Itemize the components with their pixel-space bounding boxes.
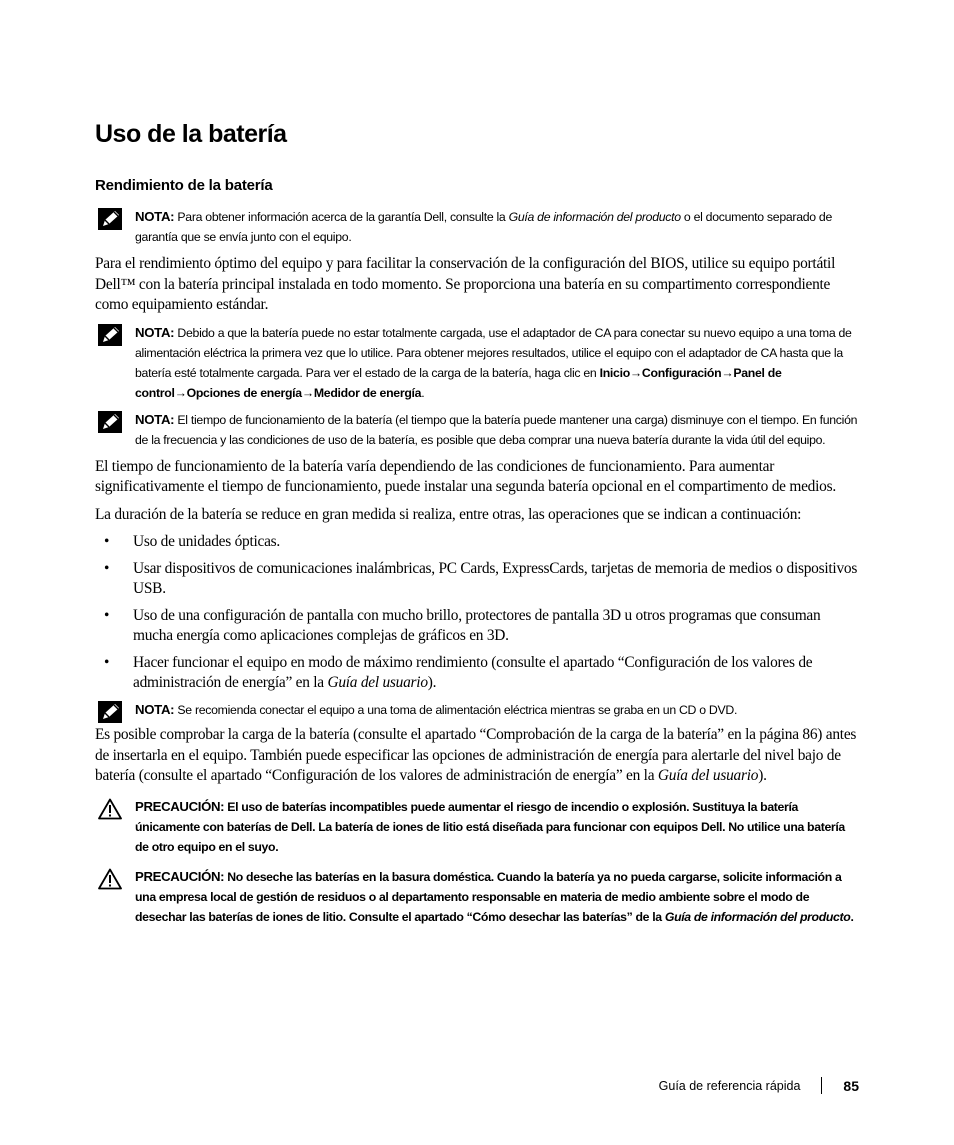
- note-pencil-icon: [98, 411, 122, 433]
- bullet: •: [104, 560, 110, 577]
- list-item-text: Usar dispositivos de comunicaciones inalámbricas, PC Cards, ExpressCards, tarjetas de memoria de medios o dispositivos USB.: [133, 560, 858, 597]
- body-paragraph: La duración de la batería se reduce en gran medida si realiza, entre otras, las operaciones que se indican a continuación:: [95, 505, 802, 523]
- menu-path-configuracion: Configuración: [641, 365, 722, 380]
- paragraph-text: ).: [758, 767, 767, 784]
- note-label: NOTA:: [135, 324, 175, 340]
- body-paragraph: Para el rendimiento óptimo del equipo y para facilitar la conservación de la configuración del BIOS, utilice su equipo portátil Dell™ con la batería principal instalada en todo momento. Se proporciona una batería en su compartimento correspondiente como equipamiento estándar.: [95, 255, 836, 313]
- note-pencil-icon: [98, 324, 122, 346]
- menu-path-medidor: Medidor de energía: [313, 385, 422, 400]
- note-label: NOTA:: [135, 209, 175, 224]
- product-guide-ref: Guía de información del producto: [664, 909, 851, 924]
- list-item-text: Uso de una configuración de pantalla con mucho brillo, protectores de pantalla 3D u otros programas que consuman mucha energía como aplicaciones complejas de gráficos en 3D.: [133, 607, 821, 644]
- body-paragraph: [95, 725, 859, 787]
- note-text: Para obtener información acerca de la garantía Dell, consulte la: [177, 210, 509, 224]
- page-title: Uso de la batería: [95, 120, 287, 148]
- user-guide-ref: Guía del usuario: [327, 674, 428, 691]
- section-title: Rendimiento de la batería: [95, 177, 273, 194]
- warning-triangle-icon: [98, 868, 122, 890]
- arrow: →: [174, 385, 187, 400]
- caution-incompatible: [95, 797, 859, 857]
- list-item: [95, 653, 859, 693]
- note-charge: [95, 323, 859, 403]
- note-text: o el documento separado de garantía que se envía junto con el equipo.: [135, 210, 833, 244]
- arrow: →: [721, 365, 734, 380]
- bullet: •: [104, 654, 110, 671]
- caution-text: No deseche las baterías en la basura doméstica. Cuando la batería ya no pueda cargarse, solicite información a una empresa local de gestión de residuos o al departamento responsable en materia de medio ambiente sobre el modo de desechar las baterías de iones de litio. Consulte el apartado “Cómo desechar las baterías” de la: [135, 869, 842, 924]
- caution-label: PRECAUCIÓN:: [135, 798, 225, 814]
- list-item-text: Uso de unidades ópticas.: [133, 533, 281, 550]
- body-paragraph: El tiempo de funcionamiento de la batería varía dependiendo de las condiciones de funcionamiento. Para aumentar significativamente el tiempo de funcionamiento, puede instalar una segunda batería opcional en el compartimento de medios.: [95, 457, 836, 495]
- caution-text: .: [850, 909, 854, 924]
- note-text: Se recomienda conectar el equipo a una toma de alimentación eléctrica mientras se graba en un CD o DVD.: [177, 703, 738, 717]
- list-item: [95, 532, 859, 552]
- user-guide-ref: Guía del usuario: [657, 767, 759, 784]
- note-pencil-icon: [98, 208, 122, 230]
- list-item-text: ).: [427, 674, 437, 691]
- menu-path-panel: Panel de control: [135, 365, 782, 400]
- list-item-text: Hacer funcionar el equipo en modo de máximo rendimiento (consulte el apartado “Configuración de los valores de administración de energía” en la: [133, 654, 813, 691]
- note-cd-dvd: [95, 700, 859, 720]
- note-label: NOTA:: [135, 702, 175, 717]
- page-number: 85: [843, 1077, 859, 1094]
- note-label: NOTA:: [135, 411, 175, 427]
- page-footer: [659, 1077, 859, 1094]
- battery-drain-list: [95, 532, 859, 693]
- note-runtime: [95, 410, 859, 450]
- note-text: El tiempo de funcionamiento de la batería (el tiempo que la batería puede mantener una carga) disminuye con el tiempo. En función de la frecuencia y las condiciones de uso de la batería, es posible que deba comprar una nueva batería durante la vida útil del equipo.: [135, 412, 858, 447]
- menu-path-inicio: Inicio: [599, 365, 630, 380]
- product-guide-ref: Guía de información del producto: [508, 210, 681, 224]
- caution-text: El uso de baterías incompatibles puede aumentar el riesgo de incendio o explosión. Sustituya la batería únicamente con baterías de Dell. La batería de iones de litio está diseñada para funcionar con equipos Dell. No utilice una batería de otro equipo en el suyo.: [135, 799, 845, 854]
- footer-divider: [821, 1077, 822, 1094]
- arrow: →: [629, 365, 642, 380]
- bullet: •: [104, 607, 110, 624]
- caution-disposal: [95, 867, 859, 927]
- page-content: [95, 118, 859, 934]
- menu-path-opciones: Opciones de energía: [186, 385, 302, 400]
- list-item: [95, 606, 859, 646]
- note-warranty: [95, 207, 859, 247]
- arrow: →: [301, 385, 314, 400]
- footer-title: Guía de referencia rápida: [658, 1078, 801, 1093]
- note-text: .: [421, 385, 425, 400]
- warning-triangle-icon: [98, 798, 122, 820]
- caution-label: PRECAUCIÓN:: [135, 868, 225, 884]
- note-text: Debido a que la batería puede no estar totalmente cargada, use el adaptador de CA para conectar su nuevo equipo a una toma de alimentación eléctrica la primera vez que lo utilice. Para obtener mejores resultados, utilice el equipo con el adaptador de CA hasta que la batería esté totalmente cargada. Para ver el estado de la carga de la batería, haga clic en: [135, 325, 852, 380]
- list-item: [95, 559, 859, 599]
- bullet: •: [104, 533, 110, 550]
- note-pencil-icon: [98, 701, 122, 723]
- paragraph-text: Es posible comprobar la carga de la batería (consulte el apartado “Comprobación de la carga de la batería” en la página 86) antes de insertarla en el equipo. También puede especificar las opciones de administración de energía para alertarle del nivel bajo de batería (consulte el apartado “Configuración de los valores de administración de energía” en la: [95, 726, 857, 784]
